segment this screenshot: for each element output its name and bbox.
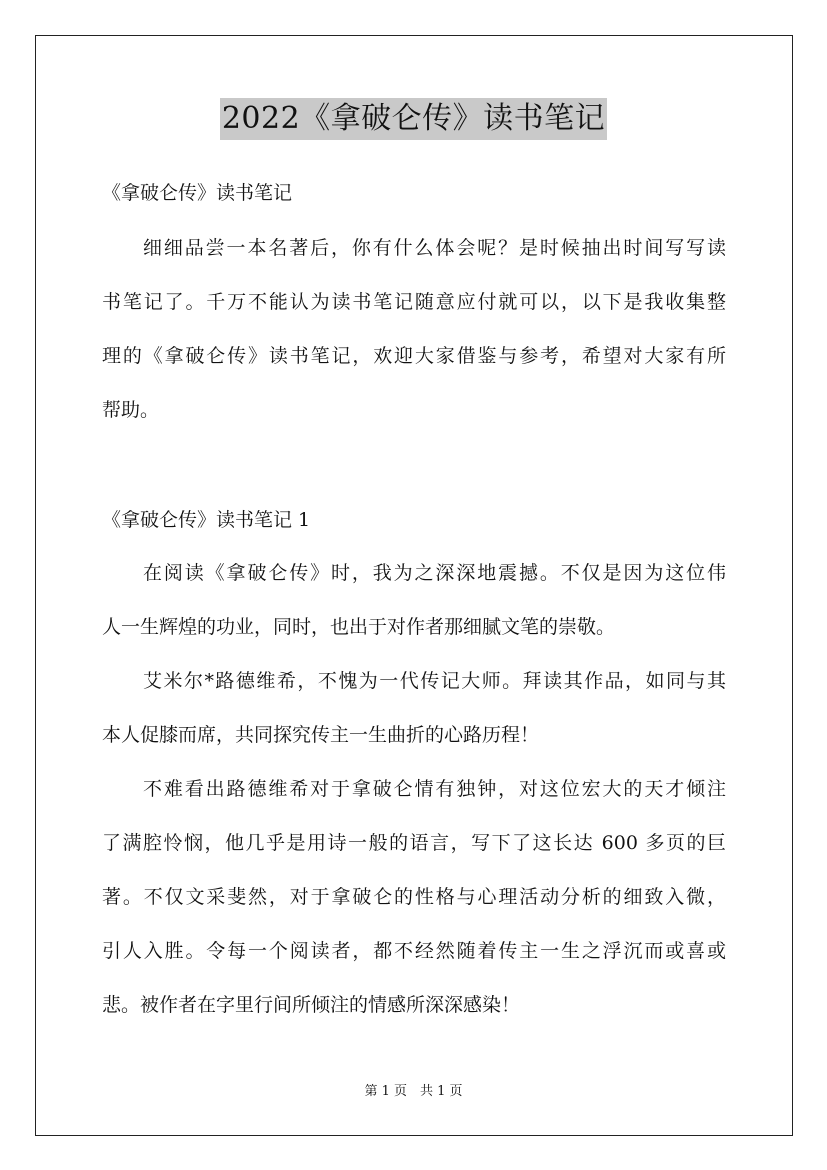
document-title: 2022《拿破仑传》读书笔记	[220, 98, 607, 140]
section-heading: 《拿破仑传》读书笔记 1	[102, 509, 311, 531]
intro-line-2: 书笔记了。千万不能认为读书笔记随意应付就可以，以下是我收集整	[102, 291, 726, 313]
intro-line-1: 细细品尝一本名著后，你有什么体会呢？是时候抽出时间写写读	[143, 237, 726, 259]
body-line-6: 了满腔怜悯，他几乎是用诗一般的语言，写下了这长达 600 多页的巨	[102, 832, 726, 854]
document-subtitle: 《拿破仑传》读书笔记	[102, 182, 293, 204]
body-line-3: 艾米尔*路德维希，不愧为一代传记大师。拜读其作品，如同与其	[143, 670, 726, 692]
body-line-8: 引人入胜。令每一个阅读者，都不经然随着传主一生之浮沉而或喜或	[102, 940, 726, 962]
title-container	[0, 98, 827, 140]
body-line-7: 著。不仅文采斐然，对于拿破仑的性格与心理活动分析的细致入微，	[102, 886, 726, 908]
body-line-4: 本人促膝而席，共同探究传主一生曲折的心路历程！	[102, 724, 540, 746]
body-line-2: 人一生辉煌的功业，同时，也出于对作者那细腻文笔的崇敬。	[102, 616, 616, 638]
page-number-footer: 第 1 页 共 1 页	[364, 1084, 463, 1099]
intro-line-3: 理的《拿破仑传》读书笔记，欢迎大家借鉴与参考，希望对大家有所	[102, 345, 726, 367]
body-line-9: 悲。被作者在字里行间所倾注的情感所深深感染！	[102, 994, 521, 1016]
body-line-1: 在阅读《拿破仑传》时，我为之深深地震撼。不仅是因为这位伟	[143, 562, 726, 584]
body-line-5: 不难看出路德维希对于拿破仑情有独钟，对这位宏大的天才倾注	[143, 778, 726, 800]
intro-line-4: 帮助。	[102, 399, 160, 421]
